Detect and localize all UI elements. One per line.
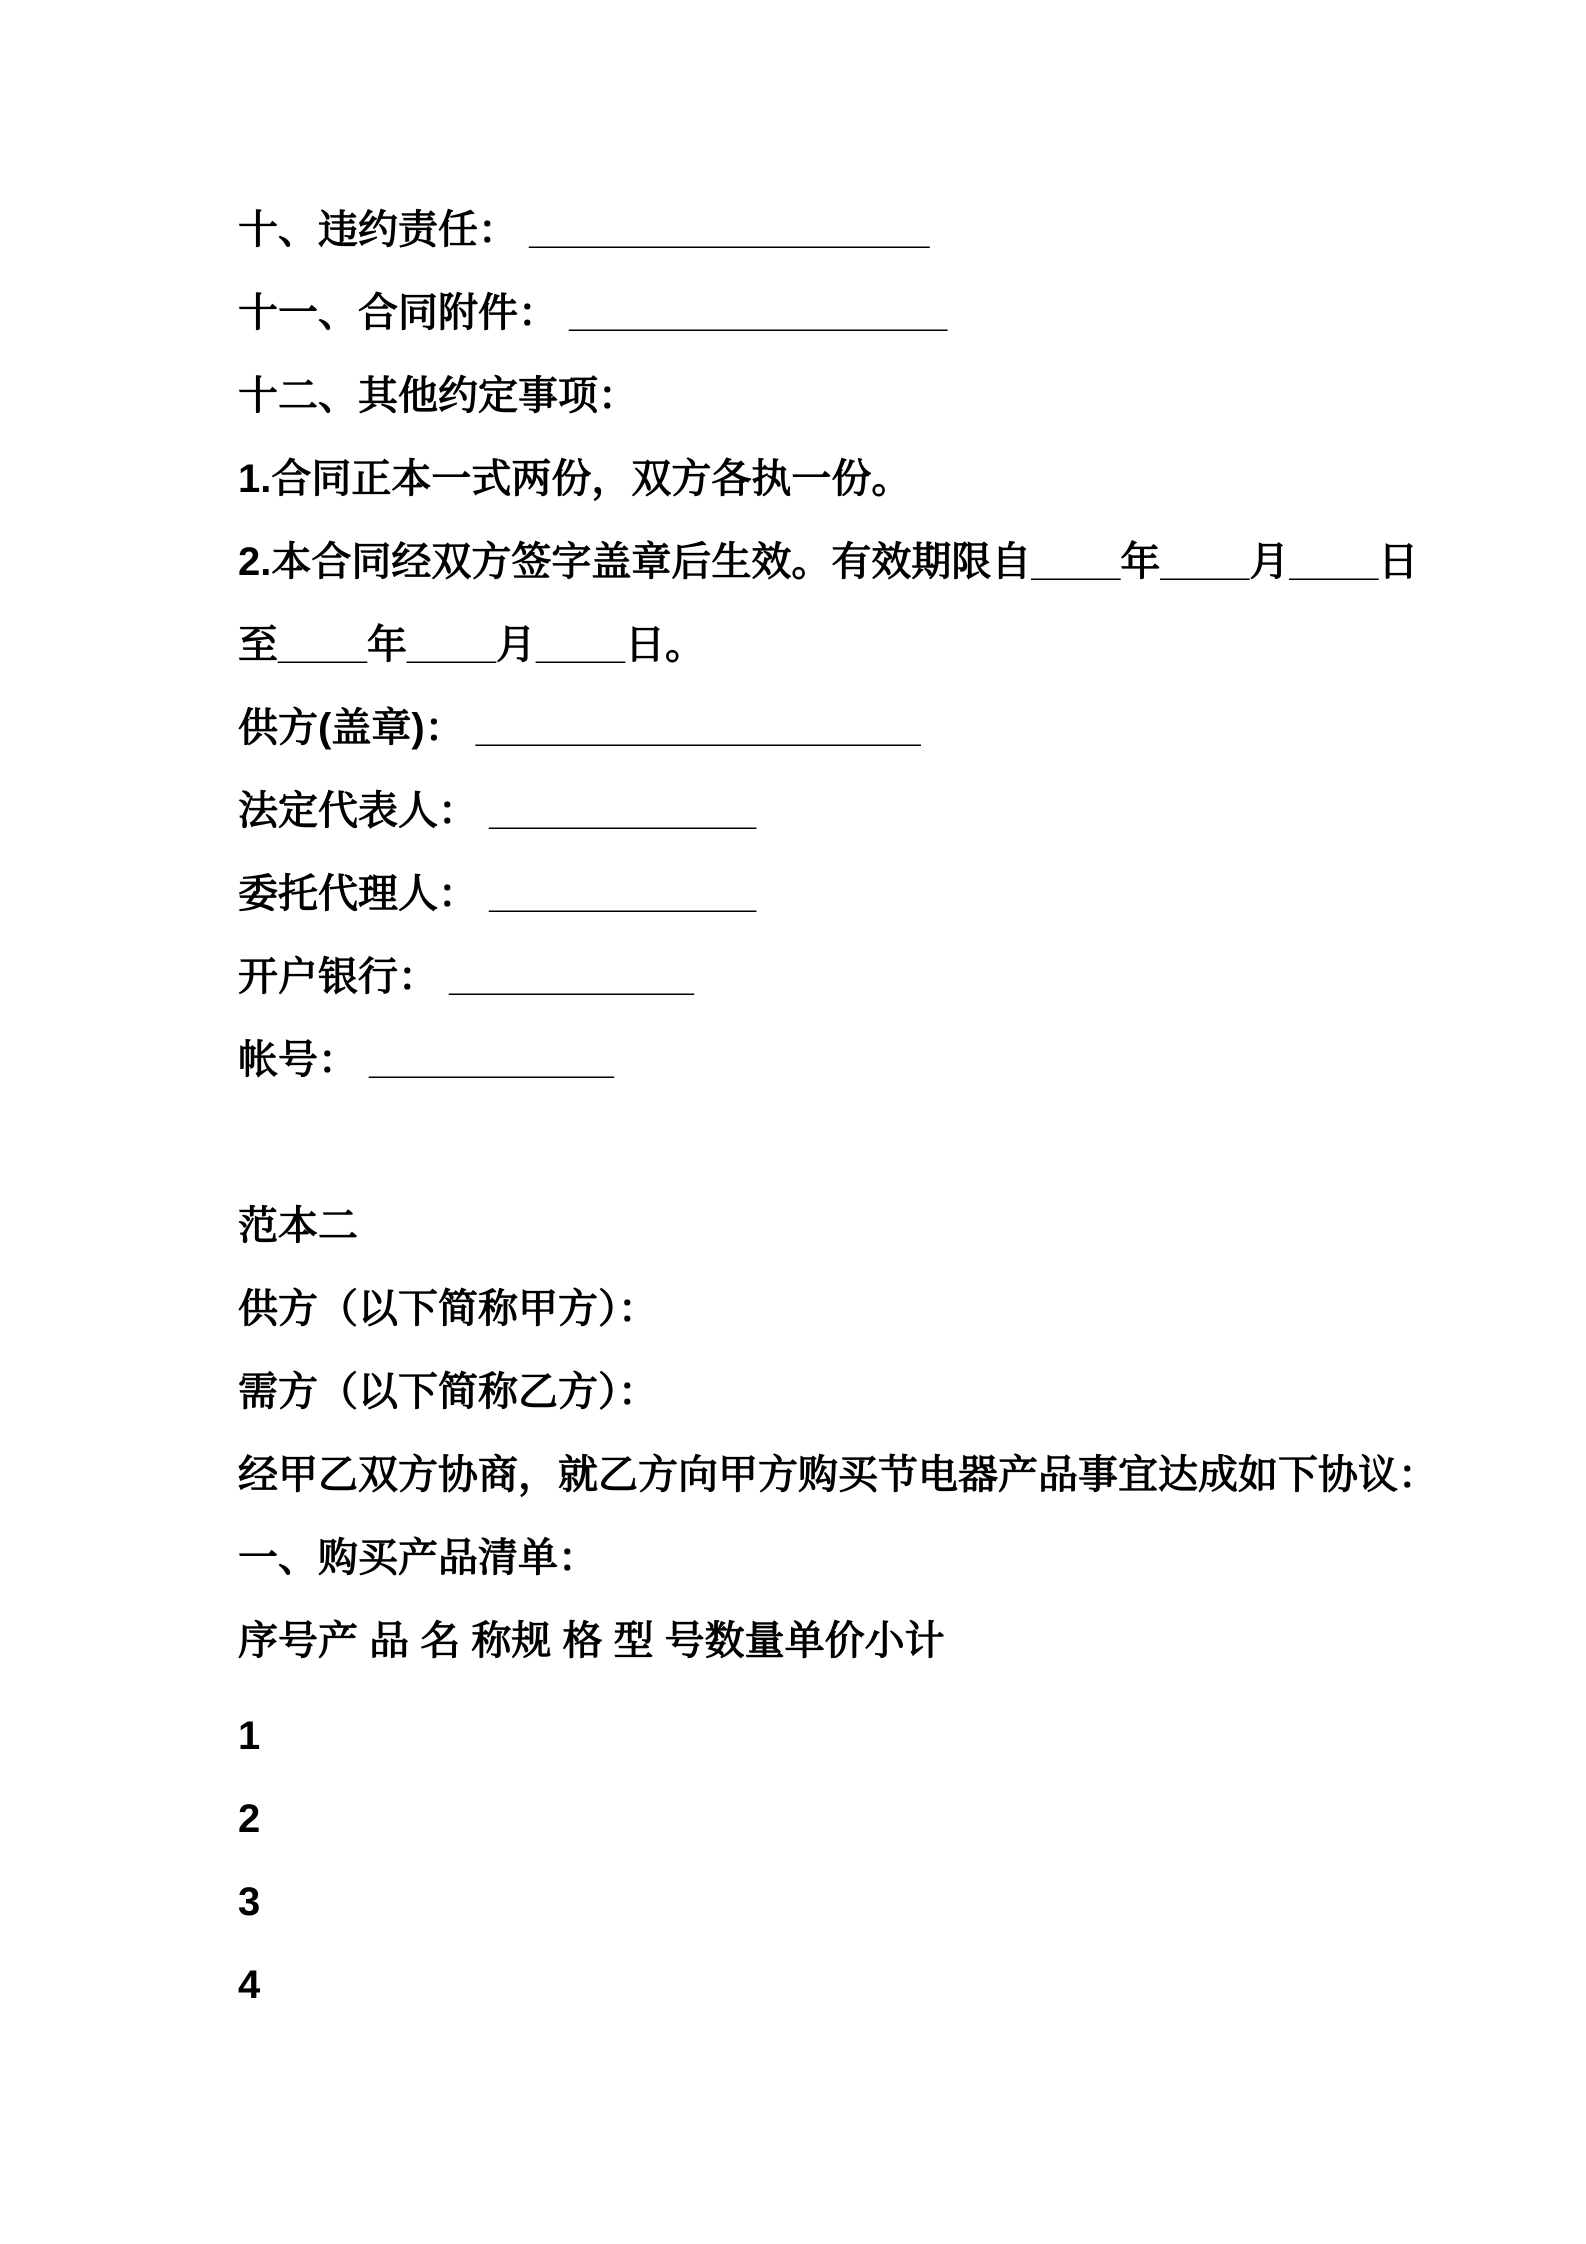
contract-text-body [238, 189, 1488, 2027]
legal-representative-line: 法定代表人： ____________ [238, 789, 757, 833]
clause-12-item-2-line-1: 2.本合同经双方签字盖章后生效。有效期限自____年____月____日 [238, 540, 1419, 584]
product-row-3: 3 [238, 1880, 261, 1924]
product-row-4: 4 [238, 1963, 261, 2007]
template-2-heading: 范本二 [238, 1204, 358, 1248]
product-row-1: 1 [238, 1714, 261, 1758]
party-a-line: 供方（以下简称甲方）： [238, 1287, 658, 1331]
clause-12-other-agreed-matters: 十二、其他约定事项： [238, 374, 638, 418]
section-1-product-list-heading: 一、购买产品清单： [238, 1536, 598, 1580]
clause-12-item-1: 1.合同正本一式两份，双方各执一份。 [238, 457, 912, 501]
clause-11-contract-attachments: 十一、合同附件： _________________ [238, 291, 948, 335]
supplier-seal-line: 供方(盖章)： ____________________ [238, 706, 921, 750]
clause-10-breach-liability: 十、违约责任： __________________ [238, 208, 930, 252]
product-row-2: 2 [238, 1797, 261, 1841]
blank-line [238, 1102, 1488, 1185]
clause-12-item-2-line-2: 至____年____月____日。 [238, 623, 705, 667]
bank-line: 开户银行： ___________ [238, 955, 694, 999]
agreement-intro-line: 经甲乙双方协商，就乙方向甲方购买节电器产品事宜达成如下协议： [238, 1453, 1438, 1497]
party-b-line: 需方（以下简称乙方）： [238, 1370, 658, 1414]
entrusted-agent-line: 委托代理人： ____________ [238, 872, 757, 916]
product-table-header: 序号产 品 名 称规 格 型 号数量单价小计 [238, 1619, 945, 1663]
account-number-line: 帐号： ___________ [238, 1038, 614, 1082]
